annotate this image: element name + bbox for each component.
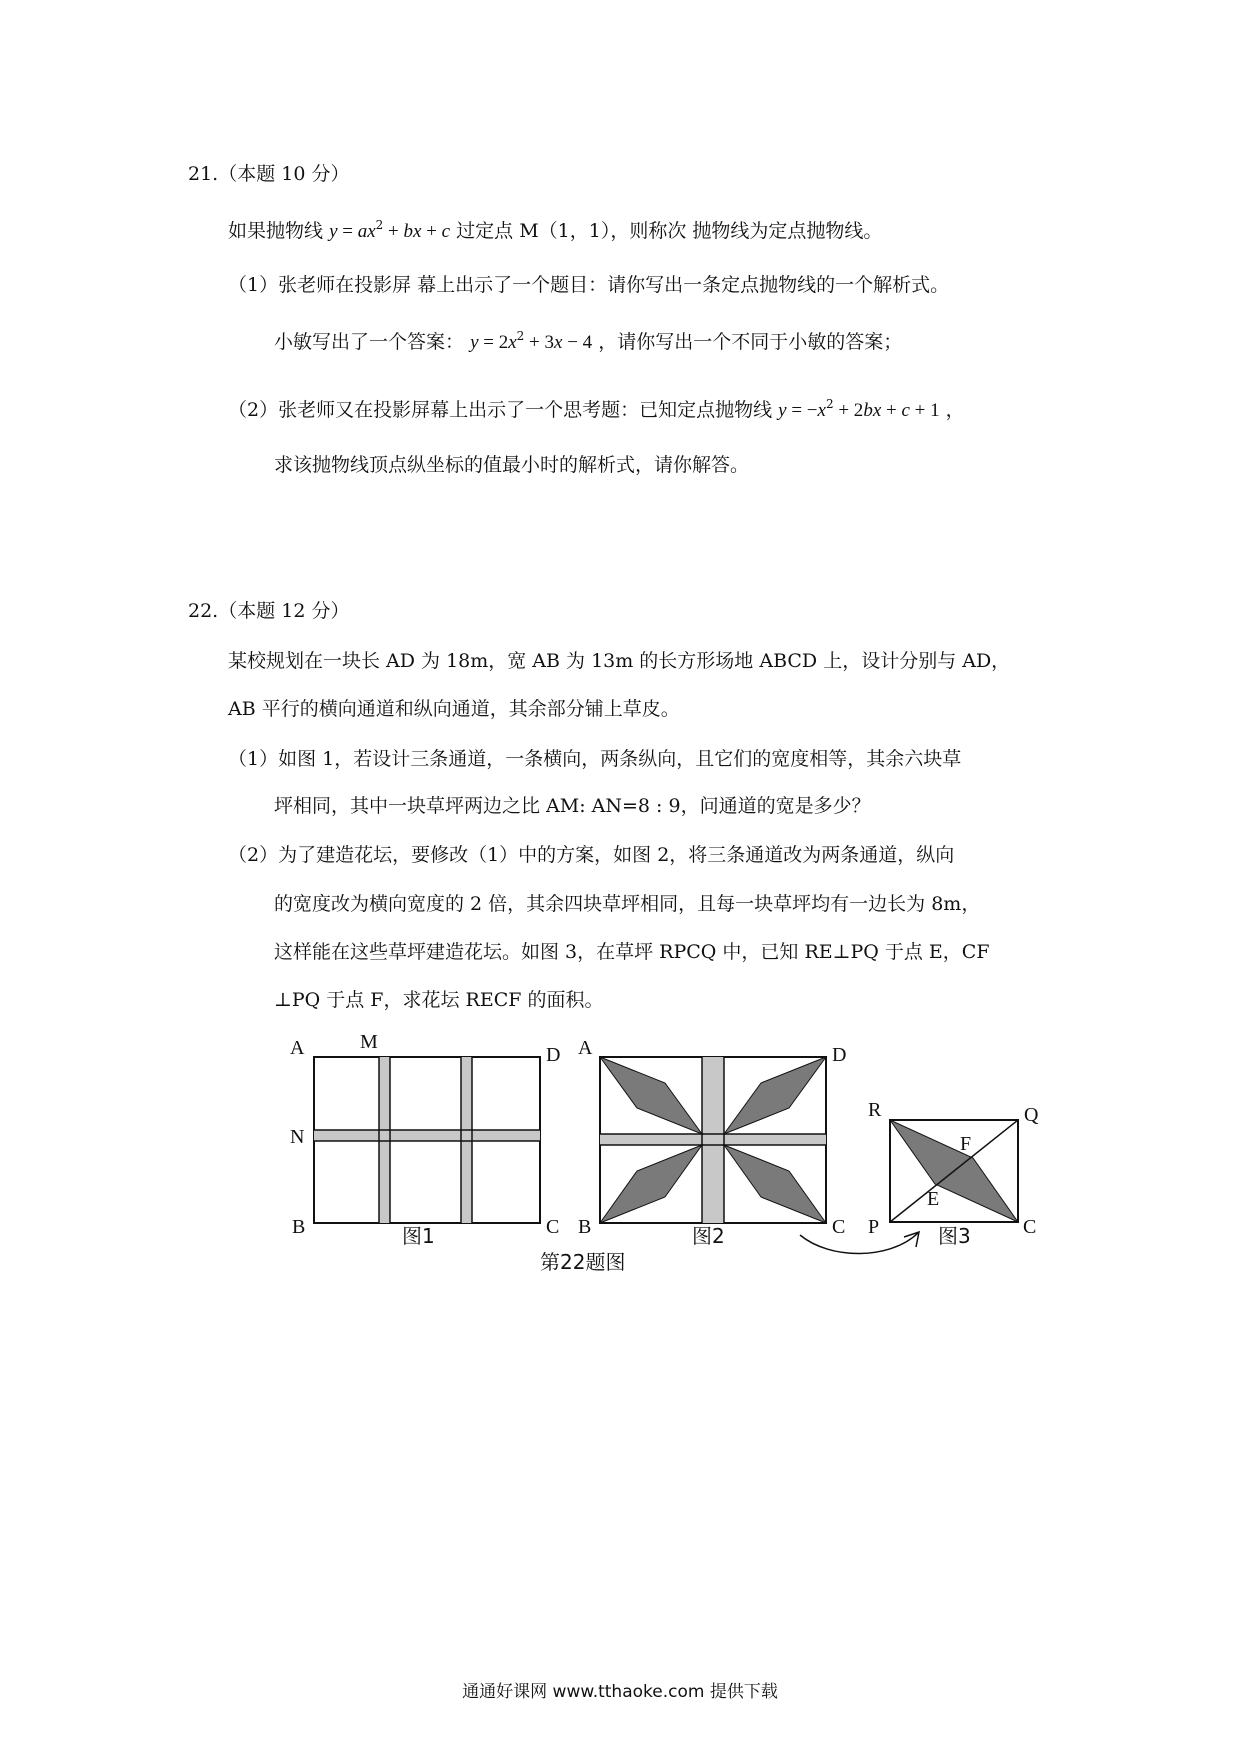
figure-title: 第22题图 bbox=[540, 1250, 626, 1274]
q21-formula-general: $y = ax^2$ + bx + c bbox=[329, 218, 451, 242]
transform-arrow bbox=[800, 1232, 919, 1254]
fig1-label-C: C bbox=[546, 1216, 560, 1238]
fig1-label-N: N bbox=[290, 1126, 305, 1148]
q22-part2-line2: 的宽度改为横向宽度的 2 倍，其余四块草坪相同，且每一块草坪均有一边长为 8m， bbox=[274, 893, 981, 915]
fig3-caption: 图3 bbox=[938, 1224, 971, 1248]
q21-part2-line2: 求该抛物线顶点纵坐标的值最小时的解析式，请你解答。 bbox=[274, 454, 750, 476]
fig1-vertical-path-right bbox=[461, 1057, 472, 1223]
q22-part1-line2: 坪相同，其中一块草坪两边之比 AM: AN=8 : 9，问通道的宽是多少？ bbox=[274, 795, 871, 817]
q21-formula-fixed: $y = -x^2 + 2bx + c + 1$ bbox=[778, 397, 940, 421]
q21-intro bbox=[228, 218, 883, 242]
fig1-horizontal-path bbox=[314, 1130, 540, 1141]
figure-3 bbox=[868, 1099, 1039, 1248]
fig3-label-P: P bbox=[868, 1216, 880, 1238]
q22-line2: AB 平行的横向通道和纵向通道，其余部分铺上草皮。 bbox=[228, 698, 680, 720]
page-footer: 通通好课网 www.tthaoke.com 提供下载 bbox=[462, 1682, 778, 1702]
q21-part2-line1 bbox=[228, 397, 965, 421]
q21-part1-line2 bbox=[274, 329, 903, 353]
q22-heading: 22.（本题 12 分） bbox=[188, 600, 350, 622]
q21-part1-line1: （1）张老师在投影屏 幕上出示了一个题目：请你写出一条定点抛物线的一个解析式。 bbox=[228, 274, 950, 296]
fig2-caption: 图2 bbox=[692, 1224, 725, 1248]
q21-formula-answer: $y = 2x^2 + 3x - 4$ bbox=[470, 329, 593, 353]
q21-heading: 21.（本题 10 分） bbox=[188, 163, 350, 185]
q22-line1: 某校规划在一块长 AD 为 18m，宽 AB 为 13m 的长方形场地 ABCD 上，设计分别与 AD， bbox=[228, 650, 1011, 672]
q22-part2-line1: （2）为了建造花坛，要修改（1）中的方案，如图 2，将三条通道改为两条通道，纵向 bbox=[228, 844, 955, 866]
q22-part2-line3: 这样能在这些草坪建造花坛。如图 3，在草坪 RPCQ 中，已知 RE⊥PQ 于点 E，CF bbox=[274, 941, 990, 963]
fig3-label-R: R bbox=[868, 1099, 882, 1121]
fig1-caption: 图1 bbox=[402, 1224, 435, 1248]
fig2-label-A: A bbox=[578, 1037, 593, 1059]
q21-part1-line2-a: 小敏写出了一个答案： bbox=[274, 331, 465, 353]
fig3-label-Q: Q bbox=[1024, 1104, 1039, 1126]
fig1-vertical-path-left bbox=[379, 1057, 390, 1223]
fig1-label-M: M bbox=[360, 1035, 378, 1053]
fig2-label-C: C bbox=[832, 1216, 846, 1238]
fig1-label-A: A bbox=[290, 1037, 305, 1059]
q21-part2-line1-a: （2）张老师又在投影屏幕上出示了一个思考题：已知定点抛物线 bbox=[228, 399, 773, 421]
q21-part1-line2-b: ，请你写出一个不同于小敏的答案； bbox=[598, 331, 903, 353]
q22-figure bbox=[270, 1035, 1040, 1275]
fig3-label-E: E bbox=[927, 1188, 940, 1210]
fig2-vertical-path bbox=[702, 1057, 724, 1223]
fig2-label-D: D bbox=[832, 1044, 847, 1066]
q22-part1-line1: （1）如图 1，若设计三条通道，一条横向，两条纵向，且它们的宽度相等，其余六块草 bbox=[228, 748, 962, 770]
figure-2 bbox=[578, 1037, 846, 1248]
fig1-label-D: D bbox=[546, 1044, 561, 1066]
fig1-label-B: B bbox=[292, 1216, 306, 1238]
q21-intro-b: 过定点 M（1，1），则称次 抛物线为定点抛物线。 bbox=[456, 220, 883, 242]
fig2-label-B: B bbox=[578, 1216, 592, 1238]
q21-part2-line1-b: ， bbox=[945, 399, 965, 421]
q21-intro-a: 如果抛物线 bbox=[228, 220, 324, 242]
q22-part2-line4: ⊥PQ 于点 F，求花坛 RECF 的面积。 bbox=[274, 989, 604, 1011]
fig3-label-C: C bbox=[1023, 1216, 1037, 1238]
fig3-label-F: F bbox=[960, 1133, 972, 1155]
figure-1 bbox=[290, 1035, 560, 1248]
